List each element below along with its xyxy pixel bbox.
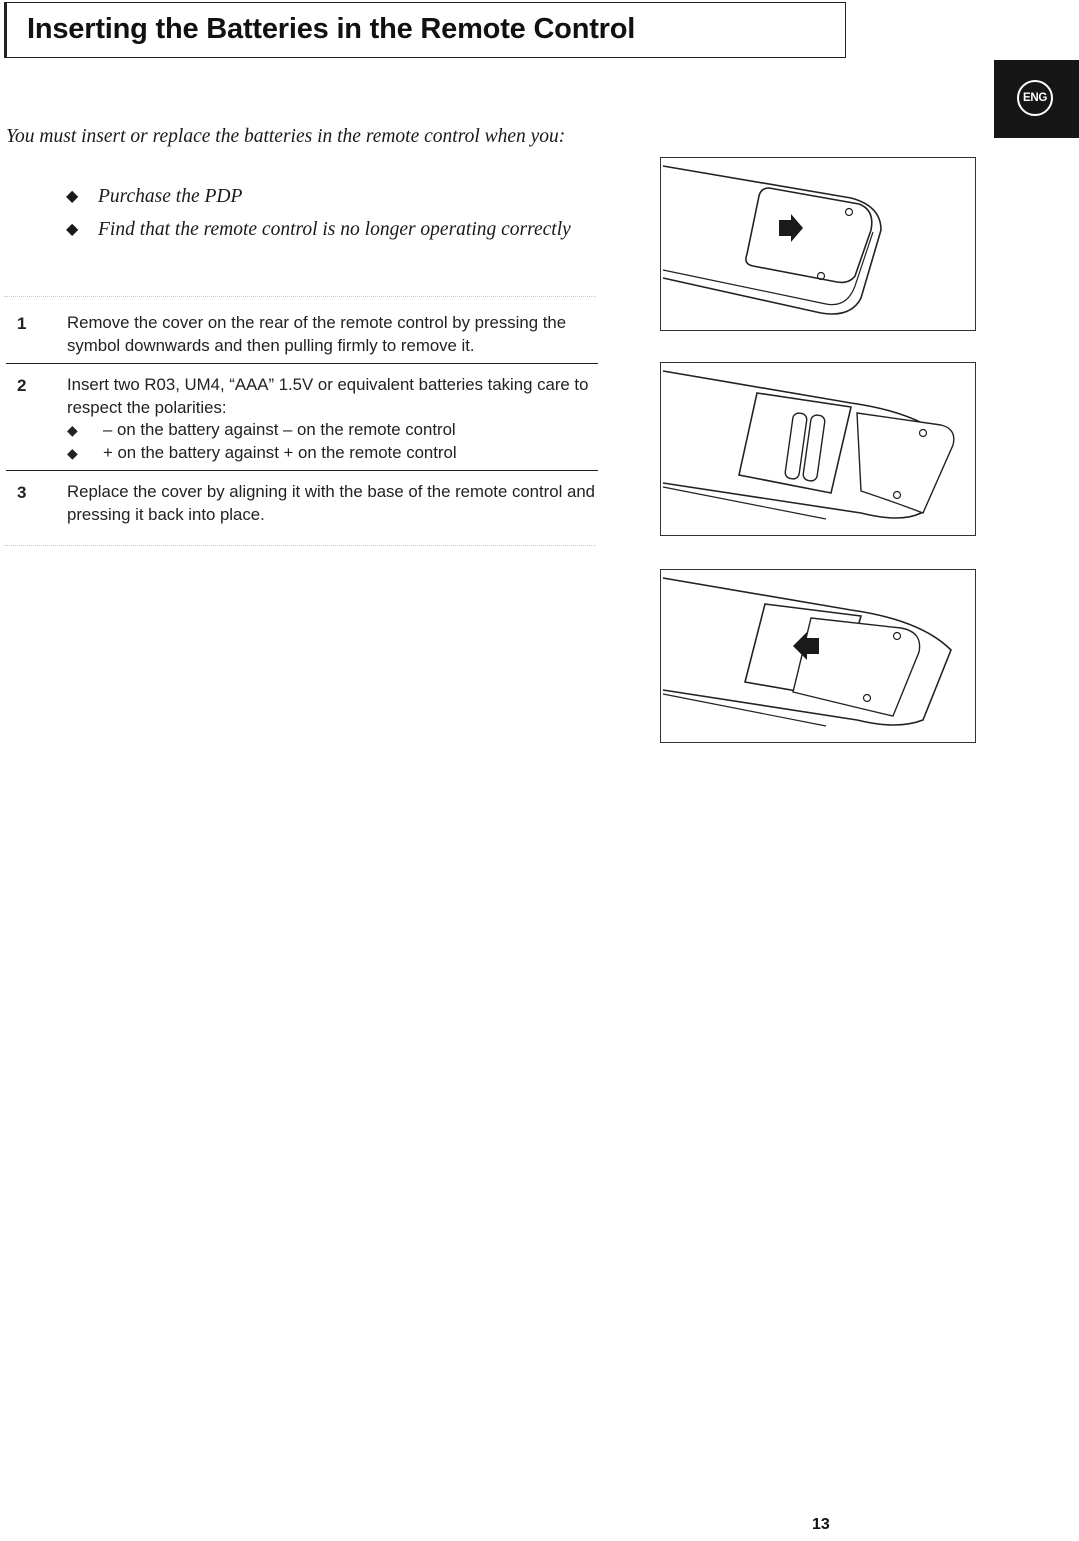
figure-insert-batteries <box>660 362 976 536</box>
page-number: 13 <box>812 1516 830 1533</box>
title-box <box>4 2 846 58</box>
remote-cover-illustration <box>661 158 977 332</box>
figure-replace-cover <box>660 569 976 743</box>
step-2 <box>6 364 598 471</box>
dotted-divider <box>4 296 596 299</box>
step-3 <box>6 471 598 532</box>
steps-list <box>6 308 598 532</box>
diamond-bullet-icon: ◆ <box>66 221 79 238</box>
step-1 <box>6 308 598 364</box>
diamond-bullet-icon: ◆ <box>67 422 78 438</box>
language-tab <box>994 60 1079 138</box>
intro-bullet-text: Purchase the PDP <box>98 186 243 207</box>
step-number: 2 <box>17 376 27 395</box>
step-text: Replace the cover by aligning it with the base of the remote control and pressing it back into place. <box>67 482 595 524</box>
intro-bullet-text: Find that the remote control is no longer operating correctly <box>98 219 571 240</box>
step-number: 3 <box>17 483 27 502</box>
intro-bullet <box>66 184 586 209</box>
diamond-bullet-icon: ◆ <box>66 188 79 205</box>
page-title: Inserting the Batteries in the Remote Control <box>27 13 636 45</box>
polarity-item <box>67 442 598 465</box>
intro-text: You must insert or replace the batteries in the remote control when you: <box>6 126 566 147</box>
intro-bullet-list <box>66 184 586 250</box>
figure-remove-cover <box>660 157 976 331</box>
intro-bullet <box>66 217 586 242</box>
dotted-divider <box>4 545 596 548</box>
polarity-text: – on the battery against – on the remote control <box>103 420 456 439</box>
step-text: Remove the cover on the rear of the remote control by pressing the symbol downwards and then pulling firmly to remove it. <box>67 313 567 355</box>
polarity-item <box>67 419 598 442</box>
remote-replace-illustration <box>661 570 977 744</box>
diamond-bullet-icon: ◆ <box>67 444 78 461</box>
language-badge: ENG <box>1017 80 1053 116</box>
step-text: Insert two R03, UM4, “AAA” 1.5V or equivalent batteries taking care to respect the polarities: <box>67 375 589 417</box>
remote-battery-illustration <box>661 363 977 537</box>
step-number: 1 <box>17 314 27 333</box>
polarity-text: + on the battery against + on the remote control <box>103 442 457 462</box>
